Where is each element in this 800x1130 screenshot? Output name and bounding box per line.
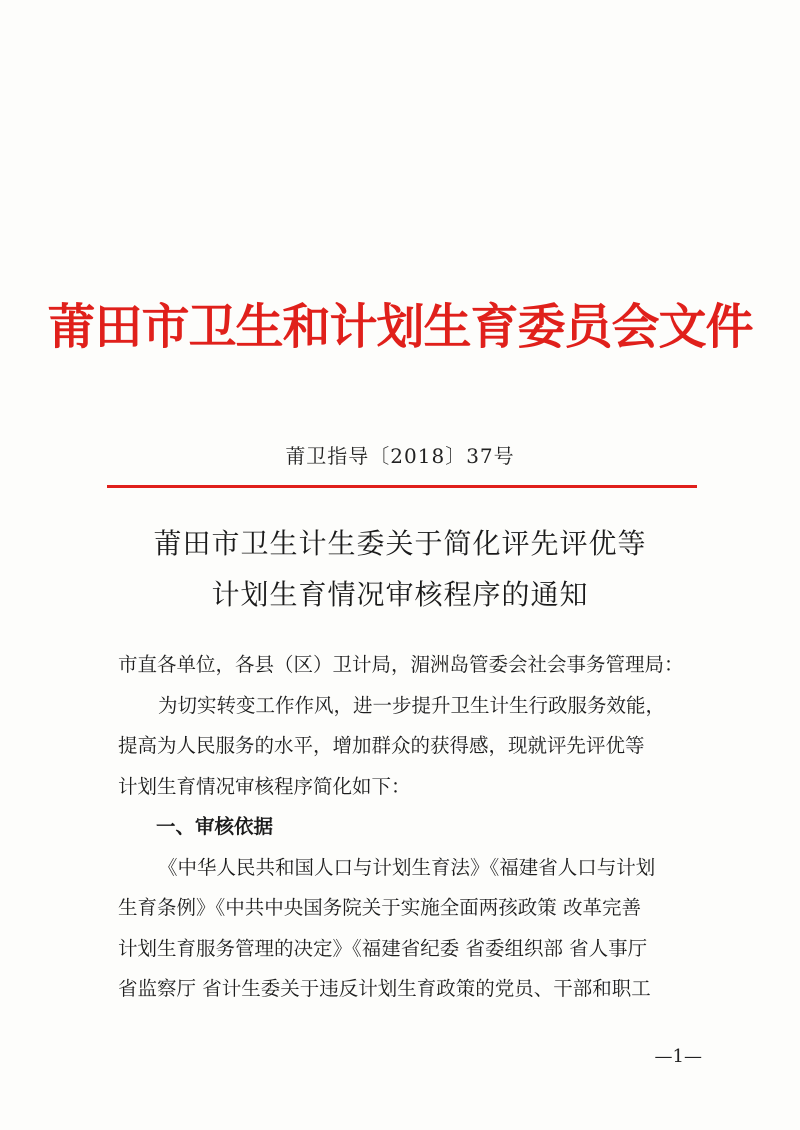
addressee-line: 市直各单位，各县（区）卫计局，湄洲岛管委会社会事务管理局： (118, 653, 684, 676)
intro-paragraph-line-3: 计划生育情况审核程序简化如下： (118, 774, 411, 798)
intro-paragraph-line-1: 为切实转变工作作风，进一步提升卫生计生行政服务效能， (158, 693, 666, 717)
notice-title (0, 518, 800, 620)
document-number: 莆卫指导〔2018〕37号 (285, 444, 515, 468)
notice-title-line-1: 莆田市卫生计生委关于简化评先评优等 (153, 527, 647, 560)
page-number: —1— (654, 1046, 702, 1067)
intro-paragraph-line-2: 提高为人民服务的水平，增加群众的获得感，现就评先评优等 (118, 734, 645, 757)
notice-body (118, 645, 698, 1010)
section1-line-3: 计划生育服务管理的决定》《福建省纪委 省委组织部 省人事厅 (118, 936, 648, 960)
notice-title-line-2: 计划生育情况审核程序的通知 (211, 578, 589, 611)
red-divider-line (107, 485, 697, 488)
section1-line-4: 省监察厅 省计生委关于违反计划生育政策的党员、干部和职工 (118, 977, 651, 1000)
section1-line-1: 《中华人民共和国人口与计划生育法》《福建省人口与计划 (158, 855, 656, 879)
section-heading-basis: 一、审核依据 (156, 815, 274, 838)
section1-line-2: 生育条例》《中共中央国务院关于实施全面两孩政策 改革完善 (118, 896, 641, 919)
issuing-authority-header: 莆田市卫生和计划生育委员会文件 (47, 299, 753, 355)
